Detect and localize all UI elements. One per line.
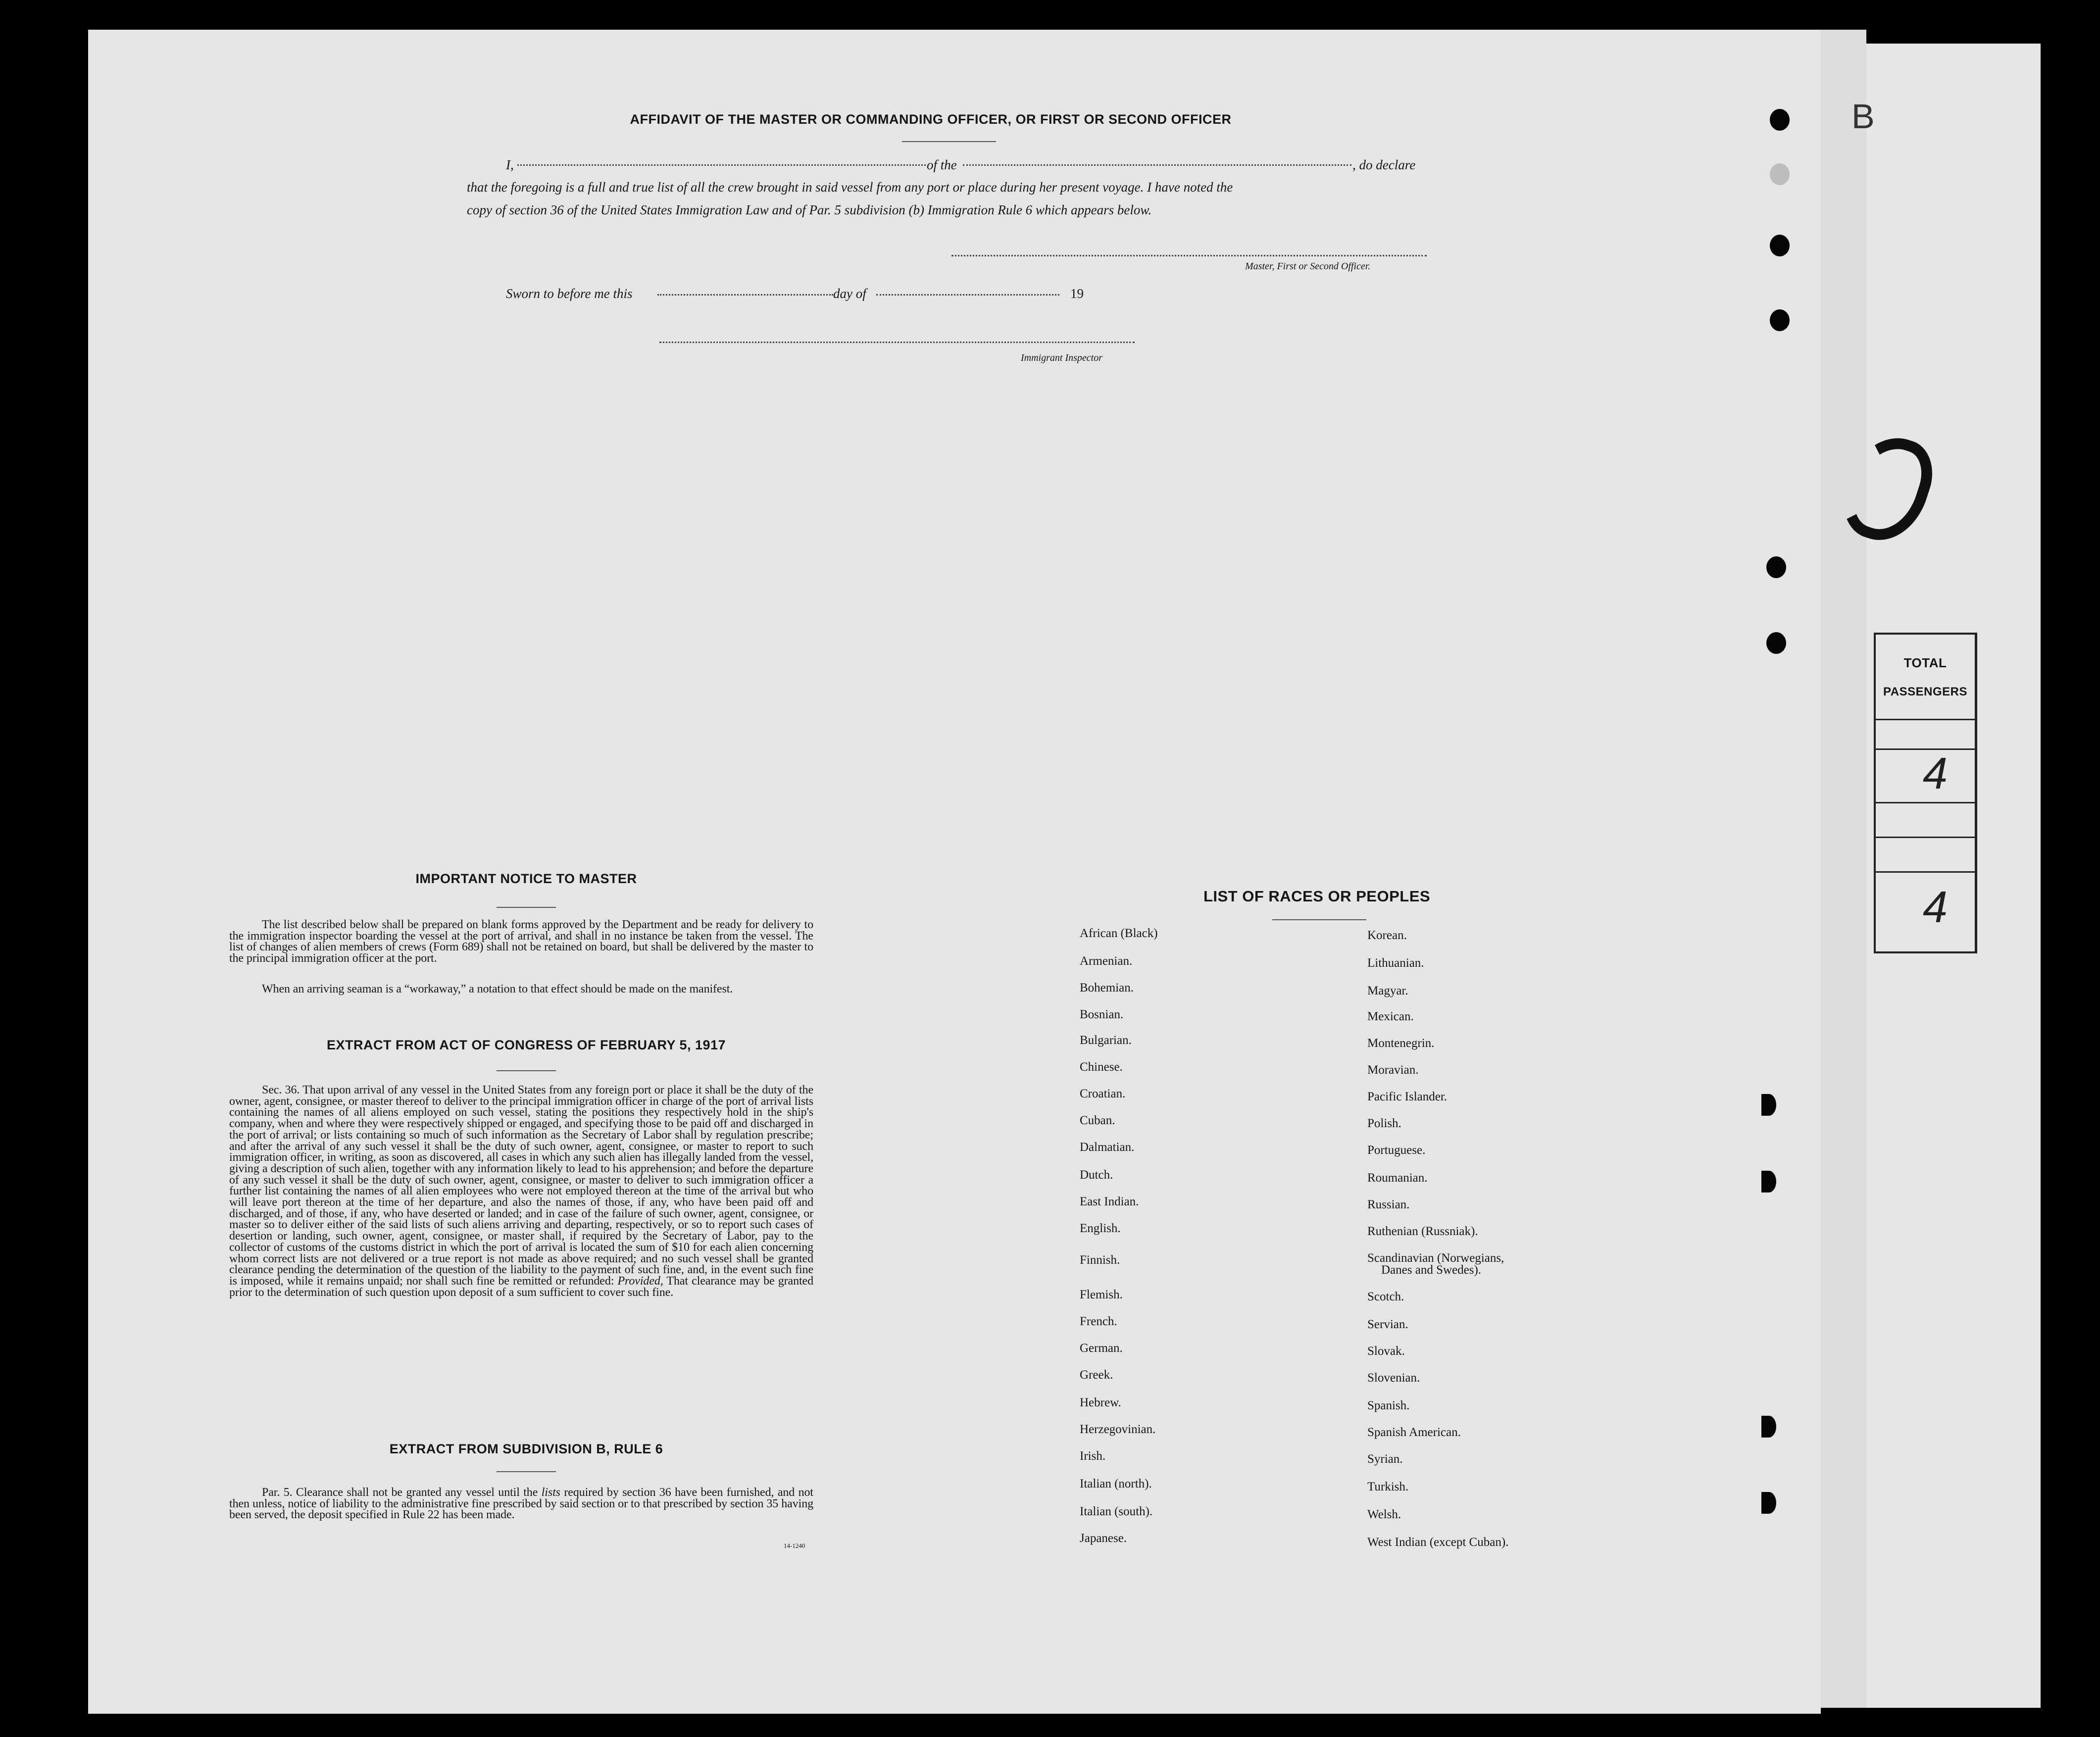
master-signature-caption: Master, First or Second Officer. bbox=[1245, 261, 1371, 272]
sworn-statement: Sworn to before me this bbox=[506, 286, 633, 301]
vessel-name-blank[interactable] bbox=[963, 164, 1351, 166]
stamp-total-label: TOTAL bbox=[1903, 655, 1947, 670]
race-item: Montenegrin. bbox=[1367, 1037, 1435, 1050]
races-title: LIST OF RACES OR PEOPLES bbox=[1203, 888, 1431, 905]
race-item: Irish. bbox=[1080, 1449, 1106, 1463]
stamp-value-2: 4 bbox=[1923, 883, 1948, 932]
sworn-year: 19 bbox=[1070, 286, 1084, 301]
race-item: Roumanian. bbox=[1367, 1171, 1428, 1185]
declarant-name-blank[interactable] bbox=[517, 164, 926, 166]
notice-paragraph-1: The list described below shall be prepared on blank forms approved by the Department and be ready for delivery to the immigration inspector boarding the vessel at the port of arrival, and shall in no instance be taken from the vessel. The list of changes of alien members of crews (Form 689) shall not be retained on board, but shall be delivered by the master to the principal immigration officer at the port. bbox=[229, 918, 813, 965]
race-item: Polish. bbox=[1367, 1117, 1401, 1130]
race-item: Turkish. bbox=[1367, 1480, 1409, 1493]
affidavit-line-1-end: , do declare bbox=[1352, 157, 1416, 172]
race-item: Finnish. bbox=[1080, 1253, 1120, 1267]
notice-title: IMPORTANT NOTICE TO MASTER bbox=[415, 871, 637, 886]
race-item: Dalmatian. bbox=[1080, 1141, 1135, 1154]
master-signature-line[interactable] bbox=[951, 255, 1427, 256]
race-item: Pacific Islander. bbox=[1367, 1090, 1448, 1103]
stamp-passengers-label: PASSENGERS bbox=[1883, 685, 1967, 698]
punch-hole bbox=[1770, 109, 1790, 131]
race-item: Greek. bbox=[1080, 1368, 1113, 1382]
race-item: Moravian. bbox=[1367, 1063, 1419, 1077]
affidavit-line-2: that the foregoing is a full and true list of all the crew brought in said vessel from any port or place during her present voyage. I have noted the bbox=[467, 180, 1233, 195]
race-item: Russian. bbox=[1367, 1198, 1410, 1211]
underlying-page-mark: B bbox=[1851, 97, 1875, 136]
punch-hole bbox=[1766, 632, 1786, 654]
race-item: Mexican. bbox=[1367, 1010, 1414, 1023]
race-item: Korean. bbox=[1367, 929, 1407, 942]
race-item: East Indian. bbox=[1080, 1195, 1139, 1208]
inspector-signature-line[interactable] bbox=[659, 342, 1135, 343]
punch-hole bbox=[1761, 1094, 1776, 1116]
affidavit-line-1-of: of the bbox=[927, 157, 957, 172]
punch-hole bbox=[1761, 1416, 1776, 1438]
race-item: Japanese. bbox=[1080, 1532, 1127, 1545]
race-item: Ruthenian (Russniak). bbox=[1367, 1225, 1478, 1238]
race-item: Bosnian. bbox=[1080, 1008, 1124, 1021]
race-item: Scandinavian (Norwegians, bbox=[1367, 1251, 1504, 1265]
race-item: Croatian. bbox=[1080, 1087, 1126, 1100]
race-item: Bohemian. bbox=[1080, 981, 1134, 994]
inspector-caption: Immigrant Inspector bbox=[1021, 352, 1102, 363]
extract-act-text: Sec. 36. That upon arrival of any vessel in the United States from any foreign port or place it shall be the duty of the owner, agent, consignee, or master thereof to deliver to the principal immigration officer in charge of the port of arrival lists containing the names of all aliens employed on such vessel, stating the positions they respectively hold in the ship's company, when and where they were respectively shipped or engaged, and specifying those to be paid off and discharged in the port of arrival; or lists containing so much of such information as the Secretary of Labor shall by regulation prescribe; and after the arrival of any such vessel it shall be the duty of such owner, agent, consignee, or master to report to such immigration officer, in writing, as soon as discovered, all cases in which any such alien has illegally landed from the vessel, giving a description of such alien, together with any information likely to lead to his apprehension; and before the departure of any such vessel it shall be the duty of such owner, agent, consignee, or master to deliver to such immigration officer a further list containing the names of all alien employees who were not employed thereon at the time of the arrival but who will leave port thereon at the time of her departure, and also the names of those, if any, who have been paid off and discharged, and of those, if any, who have deserted or landed; and in case of the failure of such owner, agent, consignee, or master so to deliver either of the said lists of such aliens arriving and departing, respectively, or so to report such cases of desertion or landing, such owner, agent, consignee, or master shall, if required by the Secretary of Labor, pay to the collector of customs of the customs district in which the port of arrival is located the sum of $10 for each alien concerning whom correct lists are not delivered or a true report is not made as above required; and no such vessel shall be granted clearance pending the determination of the question of the liability to the payment of such fine, and, in the event such fine is imposed, while it remains unpaid; nor shall such fine be remitted or refunded: Provided, That clearance may be granted prior to the determination of such question upon deposit of a sum sufficient to cover such fine. bbox=[229, 1084, 814, 1299]
race-item: French. bbox=[1080, 1315, 1117, 1328]
race-item: Hebrew. bbox=[1080, 1396, 1121, 1409]
extract-rule-title: EXTRACT FROM SUBDIVISION B, RULE 6 bbox=[389, 1441, 663, 1456]
race-item: Portuguese. bbox=[1367, 1143, 1426, 1157]
race-item: Spanish. bbox=[1367, 1399, 1410, 1412]
race-item: Italian (south). bbox=[1080, 1505, 1153, 1518]
race-item: Lithuanian. bbox=[1367, 956, 1424, 970]
extract-rule-text: Par. 5. Clearance shall not be granted any vessel until the lists required by section 36 have been furnished, and not then unless, notice of liability to the administrative fine prescribed by said section or to that prescribed by section 35 having been served, the deposit specified in Rule 22 has been made. bbox=[229, 1486, 813, 1522]
stamp-value-1: 4 bbox=[1923, 749, 1948, 798]
punch-hole bbox=[1766, 556, 1786, 578]
sworn-month-blank[interactable] bbox=[876, 294, 1059, 296]
race-item: African (Black) bbox=[1080, 927, 1158, 940]
race-item-continuation: Danes and Swedes). bbox=[1381, 1263, 1482, 1277]
notice-paragraph-2: When an arriving seaman is a “workaway,” a notation to that effect should be made on the manifest. bbox=[262, 983, 733, 995]
sworn-date-blank[interactable] bbox=[657, 294, 833, 296]
total-passengers-stamp bbox=[1874, 633, 1977, 953]
race-item: German. bbox=[1080, 1341, 1123, 1355]
race-item: Syrian. bbox=[1367, 1452, 1403, 1466]
form-number: 14-1240 bbox=[784, 1542, 805, 1549]
punch-hole bbox=[1770, 235, 1790, 256]
race-item: English. bbox=[1080, 1222, 1121, 1235]
race-item: Servian. bbox=[1367, 1318, 1408, 1331]
race-item: Welsh. bbox=[1367, 1508, 1401, 1521]
punch-hole bbox=[1761, 1492, 1776, 1514]
race-item: Dutch. bbox=[1080, 1168, 1113, 1182]
punch-hole bbox=[1770, 309, 1790, 331]
race-item: West Indian (except Cuban). bbox=[1367, 1536, 1509, 1549]
race-item: Magyar. bbox=[1367, 984, 1408, 997]
race-item: Spanish American. bbox=[1367, 1426, 1461, 1439]
affidavit-line-1-start: I, bbox=[506, 157, 514, 172]
punch-hole bbox=[1770, 163, 1790, 185]
affidavit-line-3: copy of section 36 of the United States Immigration Law and of Par. 5 subdivision (b) Immigration Rule 6 which appears below. bbox=[467, 202, 1152, 217]
race-item: Herzegovinian. bbox=[1080, 1423, 1156, 1436]
race-item: Bulgarian. bbox=[1080, 1034, 1132, 1047]
race-item: Cuban. bbox=[1080, 1114, 1115, 1127]
race-item: Flemish. bbox=[1080, 1288, 1123, 1301]
race-item: Slovak. bbox=[1367, 1344, 1405, 1358]
race-item: Italian (north). bbox=[1080, 1477, 1152, 1490]
race-item: Slovenian. bbox=[1367, 1371, 1420, 1385]
race-item: Chinese. bbox=[1080, 1060, 1123, 1074]
sworn-day-of: day of bbox=[833, 286, 866, 301]
extract-act-title: EXTRACT FROM ACT OF CONGRESS OF FEBRUARY 5, 1917 bbox=[326, 1038, 726, 1052]
race-item: Scotch. bbox=[1367, 1290, 1404, 1303]
race-item: Armenian. bbox=[1080, 954, 1133, 968]
punch-hole bbox=[1761, 1171, 1776, 1192]
affidavit-title: AFFIDAVIT OF THE MASTER OR COMMANDING OFFICER, OR FIRST OR SECOND OFFICER bbox=[630, 112, 1232, 127]
